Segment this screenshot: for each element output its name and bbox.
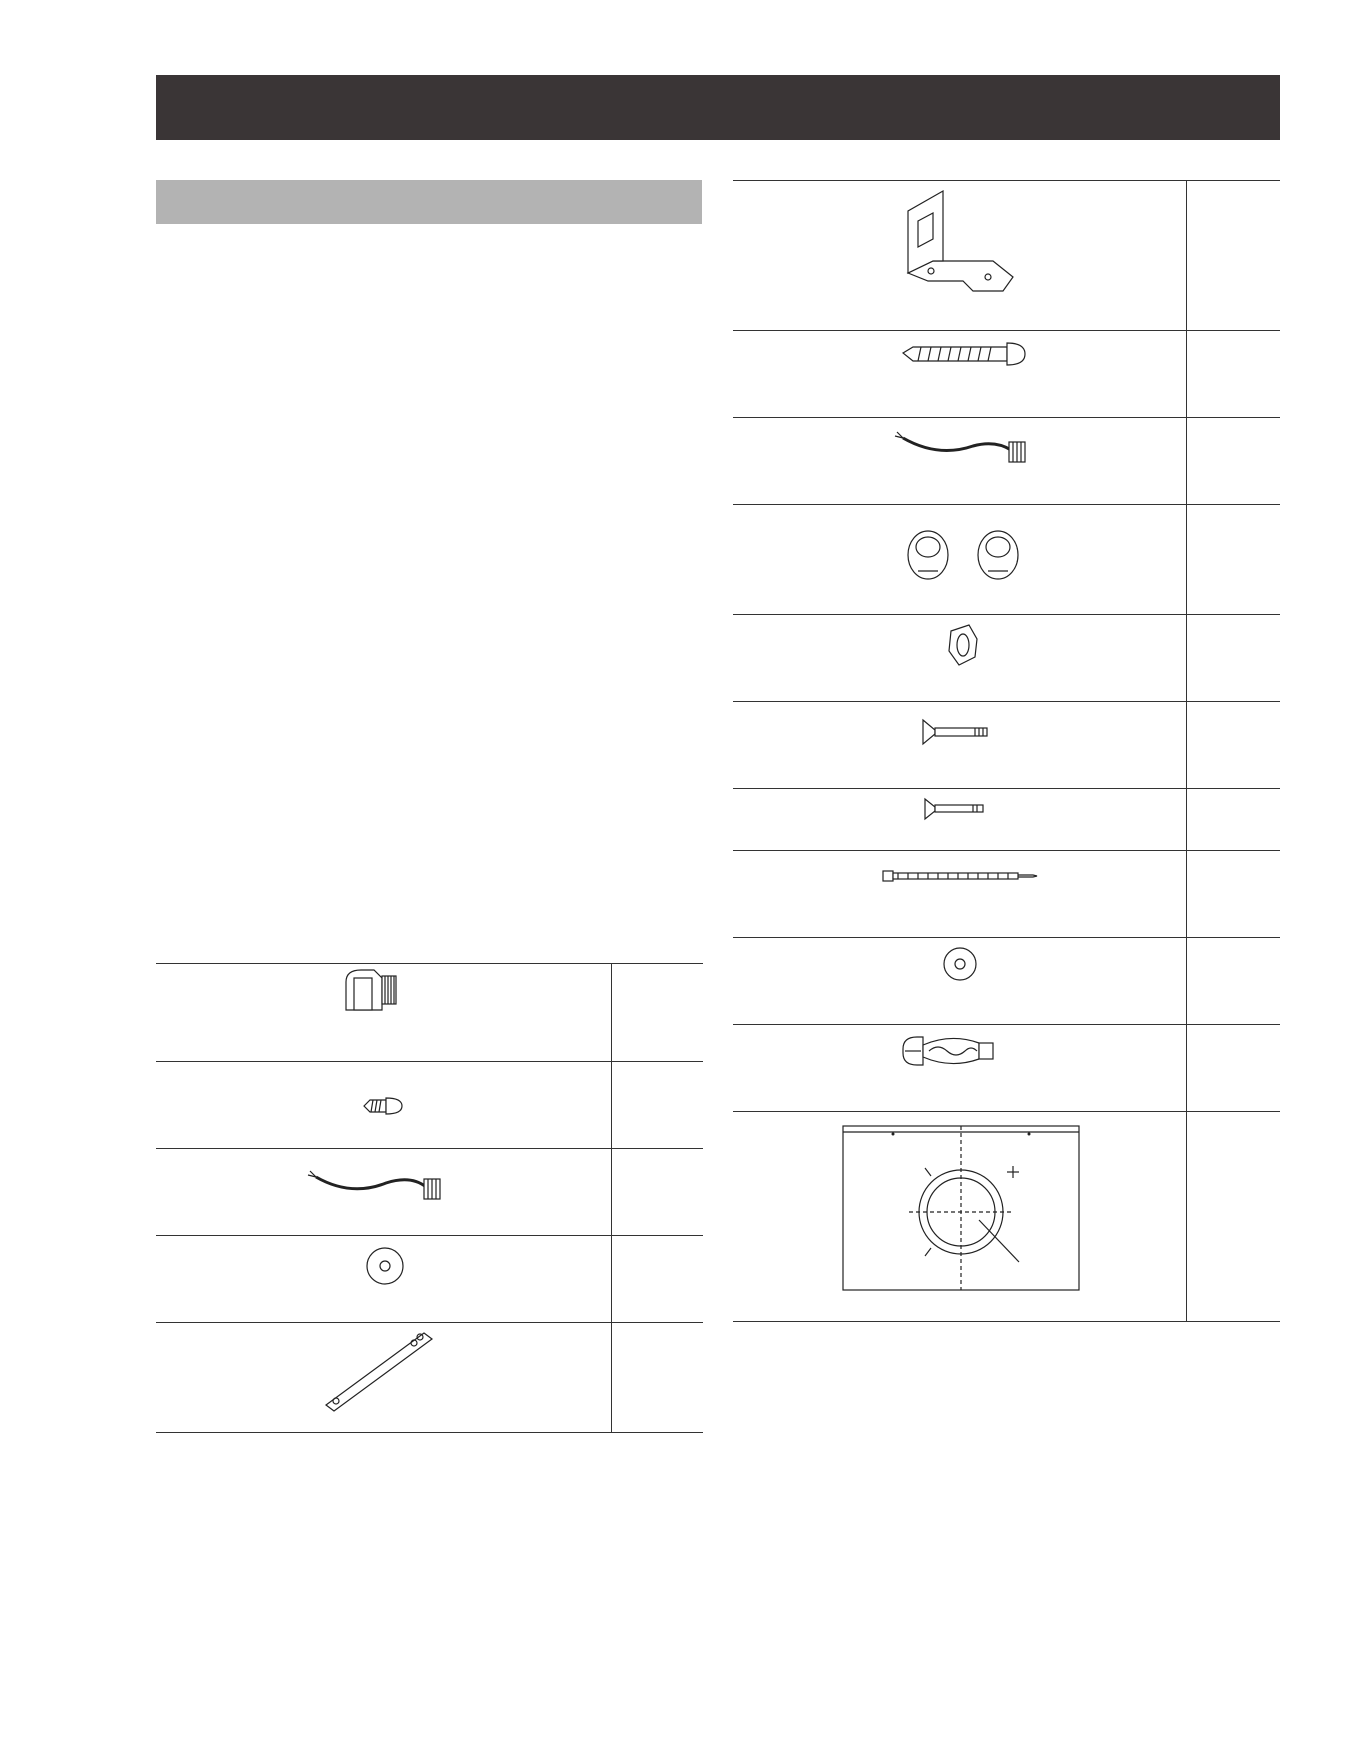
part-qty-cell	[1187, 418, 1281, 505]
part-qty-cell	[1187, 1025, 1281, 1112]
part-image-cell	[156, 964, 612, 1062]
part-image-cell	[733, 181, 1187, 331]
parts-table-left	[156, 963, 703, 1433]
mounting-strap-icon	[156, 1323, 611, 1433]
part-image-cell	[156, 1149, 612, 1236]
table-row	[733, 938, 1280, 1025]
grommet-pair-icon	[733, 505, 1186, 615]
washer-icon	[733, 938, 1186, 1025]
part-qty-cell	[612, 1062, 704, 1149]
short-screw-icon	[156, 1062, 611, 1149]
part-qty-cell	[1187, 702, 1281, 789]
part-qty-cell	[612, 1323, 704, 1433]
washer-icon	[156, 1236, 611, 1323]
part-image-cell	[733, 702, 1187, 789]
part-qty-cell	[1187, 851, 1281, 938]
table-row	[733, 1112, 1280, 1322]
wire-harness-icon	[156, 1149, 611, 1236]
part-image-cell	[733, 615, 1187, 702]
cable-gland-icon	[156, 964, 611, 1062]
part-image-cell	[156, 1236, 612, 1323]
table-row	[733, 331, 1280, 418]
part-qty-cell	[1187, 1112, 1281, 1322]
flat-head-screw-short-icon	[733, 789, 1186, 851]
parts-table-right	[733, 180, 1280, 1322]
part-qty-cell	[612, 1149, 704, 1236]
nut-icon	[733, 615, 1186, 702]
flat-head-screw-icon	[733, 702, 1186, 789]
wall-anchor-icon	[733, 1025, 1186, 1112]
part-qty-cell	[1187, 505, 1281, 615]
part-image-cell	[733, 1112, 1187, 1322]
table-row	[156, 1236, 703, 1323]
cable-tie-icon	[733, 851, 1186, 938]
table-row	[733, 418, 1280, 505]
part-qty-cell	[612, 1236, 704, 1323]
table-row	[733, 615, 1280, 702]
long-screw-icon	[733, 331, 1186, 418]
part-image-cell	[733, 789, 1187, 851]
table-row	[733, 181, 1280, 331]
part-image-cell	[156, 1062, 612, 1149]
part-image-cell	[733, 851, 1187, 938]
wire-harness-icon	[733, 418, 1186, 505]
mounting-bracket-icon	[733, 181, 1186, 331]
table-row	[733, 789, 1280, 851]
part-image-cell	[156, 1323, 612, 1433]
part-qty-cell	[1187, 331, 1281, 418]
table-row	[156, 1149, 703, 1236]
section-heading-bar	[156, 180, 702, 224]
table-row	[156, 1323, 703, 1433]
part-qty-cell	[1187, 789, 1281, 851]
part-image-cell	[733, 1025, 1187, 1112]
part-qty-cell	[1187, 938, 1281, 1025]
part-image-cell	[733, 418, 1187, 505]
mounting-template-icon	[733, 1112, 1186, 1322]
part-qty-cell	[1187, 615, 1281, 702]
table-row	[733, 1025, 1280, 1112]
part-image-cell	[733, 505, 1187, 615]
part-qty-cell	[1187, 181, 1281, 331]
table-row	[733, 702, 1280, 789]
table-row	[156, 964, 703, 1062]
page-title-bar	[156, 75, 1280, 140]
part-image-cell	[733, 938, 1187, 1025]
table-row	[156, 1062, 703, 1149]
table-row	[733, 505, 1280, 615]
part-image-cell	[733, 331, 1187, 418]
table-row	[733, 851, 1280, 938]
part-qty-cell	[612, 964, 704, 1062]
